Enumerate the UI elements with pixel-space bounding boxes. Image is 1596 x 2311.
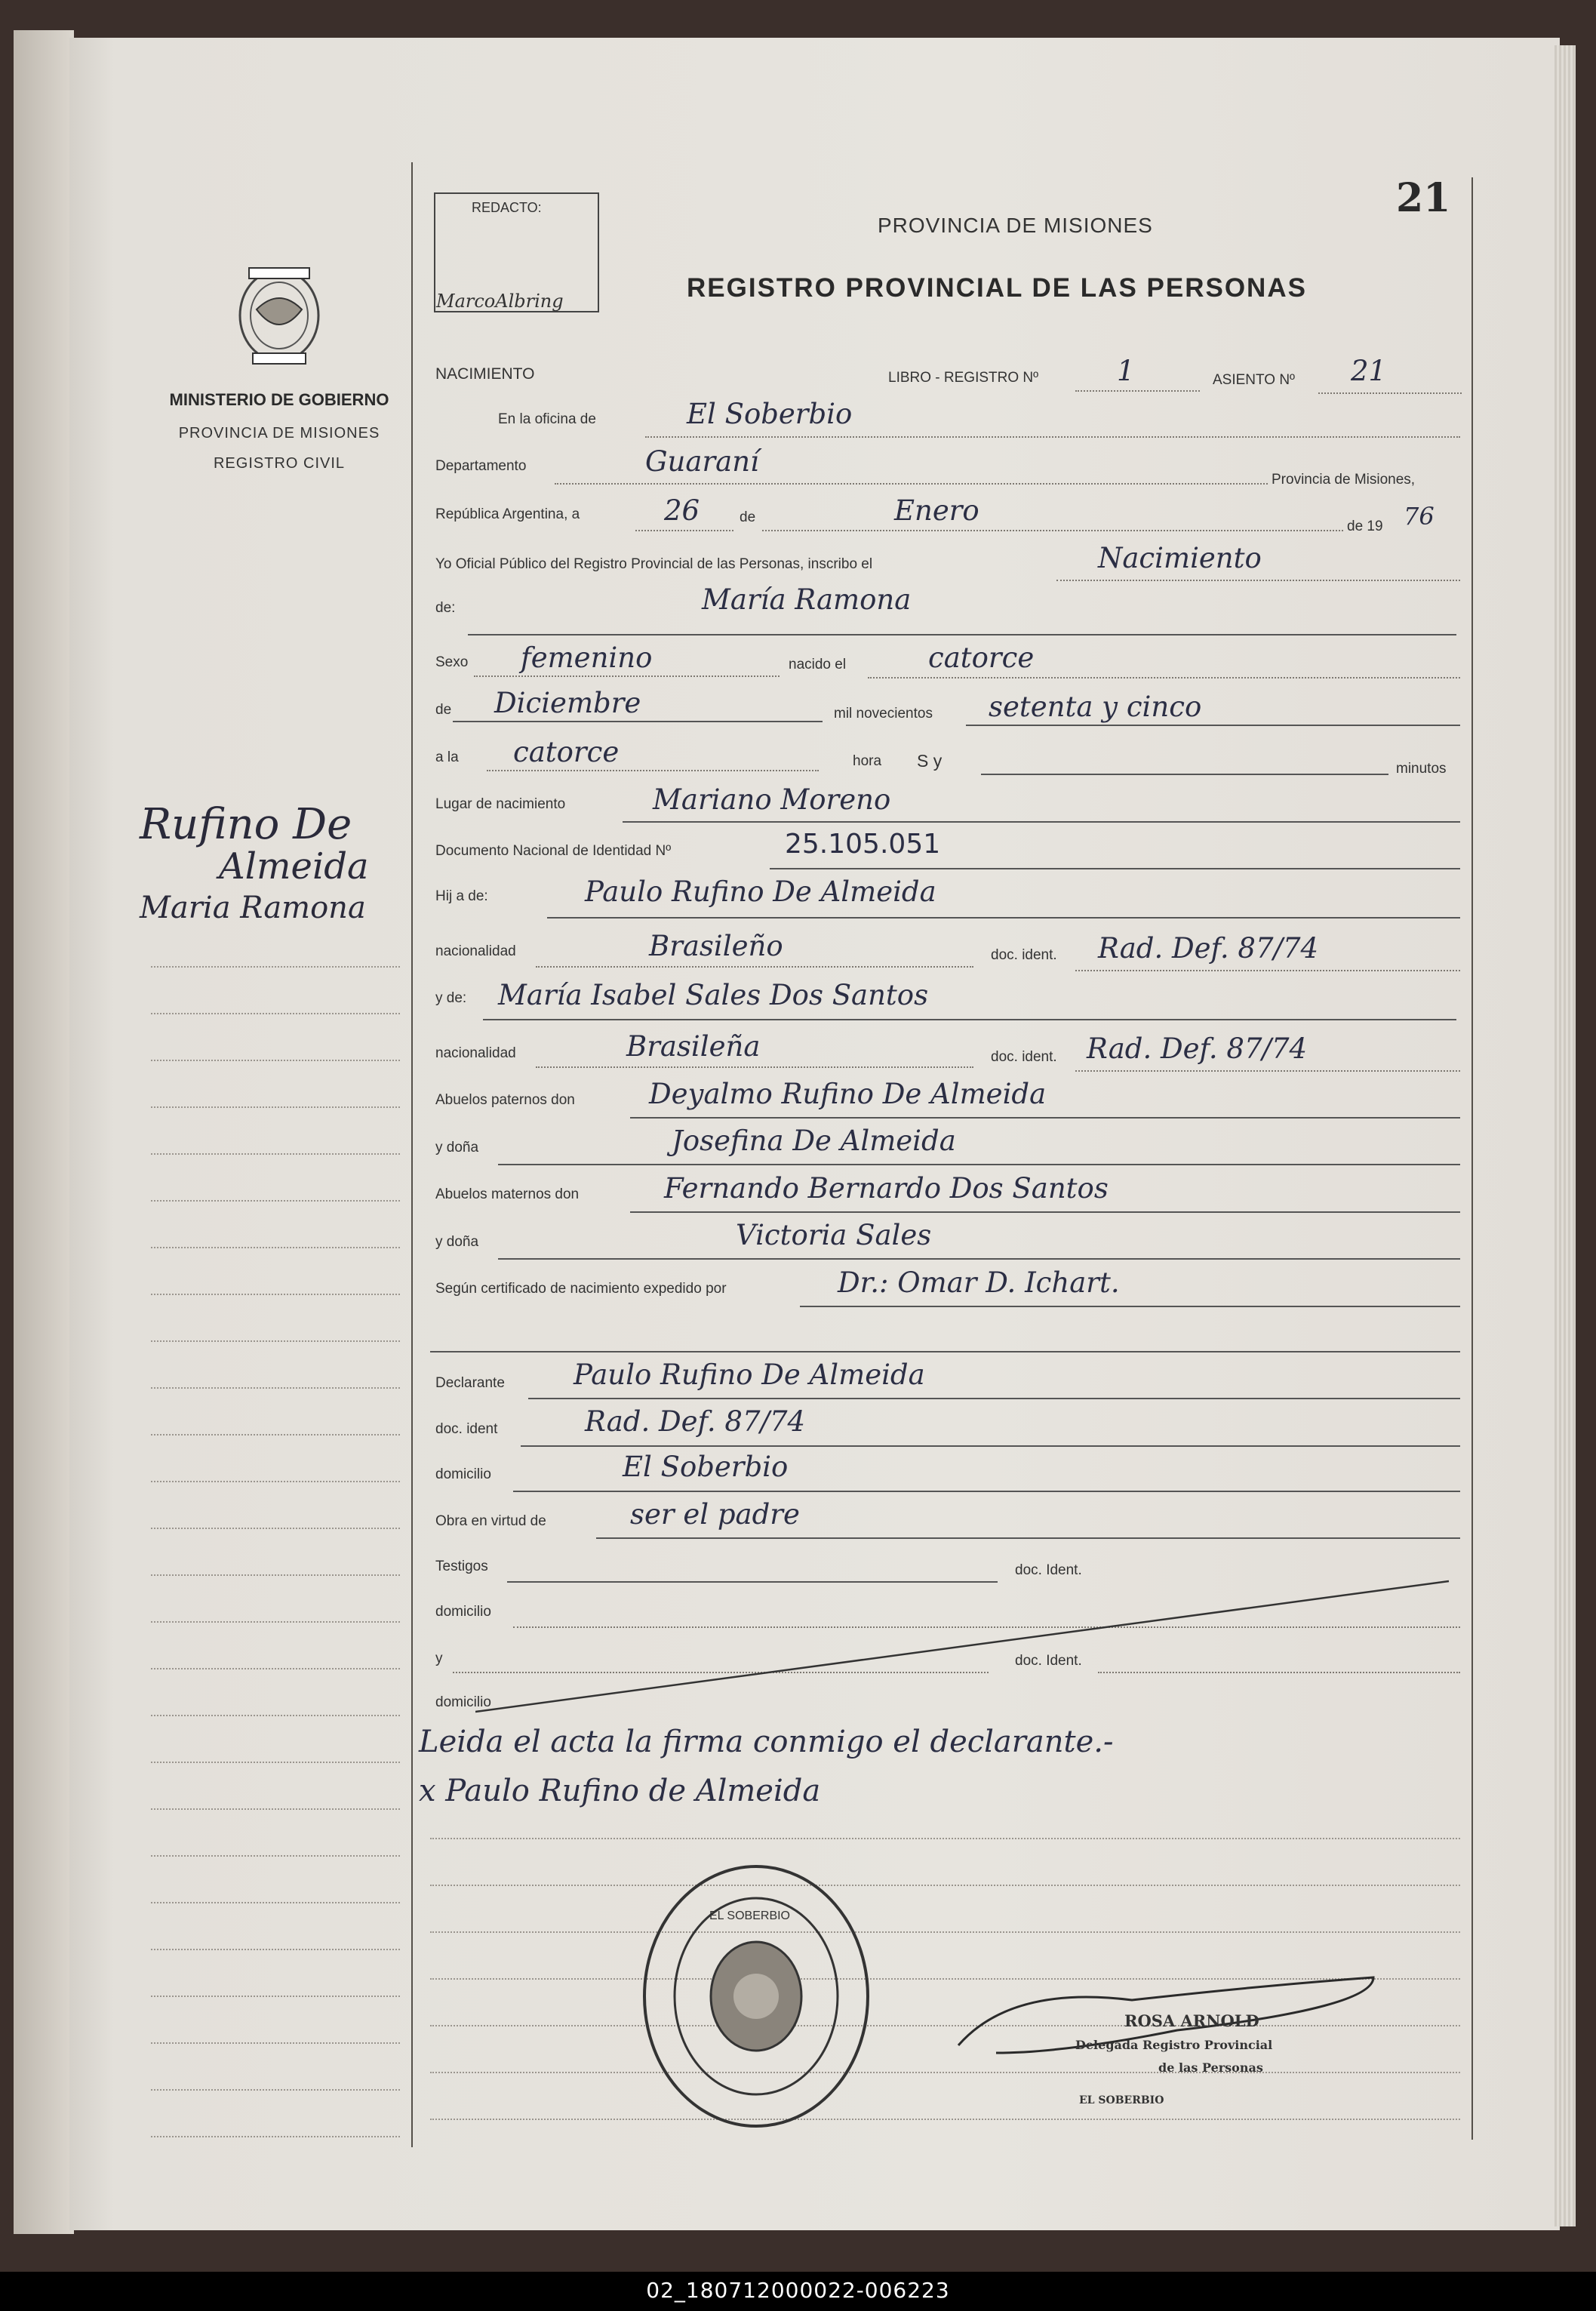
doc-ident-testigo1-label: doc. Ident. [1015,1562,1082,1578]
margin-rule [151,1106,400,1108]
margin-rule [151,1013,400,1014]
lower-rule [430,1885,1460,1886]
margin-rule [151,1996,400,1997]
margin-rule [151,1387,400,1389]
asiento-value: 21 [1351,355,1387,387]
departamento-label: Departamento [435,458,527,474]
libro-label: LIBRO - REGISTRO Nº [888,370,1039,386]
certificado-label: Según certificado de nacimiento expedido por [435,1281,727,1297]
lugar-label: Lugar de nacimiento [435,796,566,812]
madre-nacionalidad-value: Brasileña [626,1030,761,1063]
y-dona-paterna-label: y doña [435,1140,479,1156]
margin-rule [151,1902,400,1903]
delegate-signature [951,1955,1388,2106]
coat-of-arms-icon [226,257,332,370]
domicilio-testigo2-label: domicilio [435,1694,491,1710]
redacto-label: REDACTO: [472,200,542,215]
margin-rule [151,1528,400,1529]
margin-rule [151,1762,400,1763]
margin-rule [151,1153,400,1155]
madre-value: María Isabel Sales Dos Santos [498,979,929,1011]
left-page-edge [14,30,74,2234]
doc-ident-declarante-label: doc. ident [435,1421,498,1437]
margin-rule [151,1060,400,1061]
sexo-label: Sexo [435,654,469,670]
right-border [1471,177,1473,2140]
oficina-label: En la oficina de [498,411,596,427]
nacionalidad-padre-label: nacionalidad [435,943,516,959]
certificado-value: Dr.: Omar D. Ichart. [838,1266,1120,1299]
republica-label: República Argentina, a [435,506,580,522]
declarante-label: Declarante [435,1375,505,1391]
delegate-title-1: Delegada Registro Provincial [1075,2038,1273,2052]
margin-note-line2: Almeida [219,845,369,888]
libro-value: 1 [1117,355,1135,387]
doc-ident-testigo2-label: doc. Ident. [1015,1653,1082,1669]
y-de-label: y de: [435,990,467,1006]
nombre-value: María Ramona [702,583,912,616]
lower-rule [430,2119,1460,2120]
margin-rule [151,2136,400,2137]
margin-rule [151,1340,400,1342]
margin-rule [151,1808,400,1810]
registry-subtitle: REGISTRO CIVIL [213,455,346,472]
anio-label: de 19 [1347,519,1383,534]
margin-rule [151,1621,400,1623]
domicilio-testigo1-label: domicilio [435,1604,491,1620]
anio-value: 76 [1404,502,1435,531]
declarante-value: Paulo Rufino De Almeida [574,1359,925,1391]
lower-rule [430,1931,1460,1933]
hija-label: Hij a de: [435,888,488,904]
de-mes-label: de [435,702,452,718]
asiento-label: ASIENTO Nº [1213,372,1295,388]
province-title: PROVINCIA DE MISIONES [878,214,1153,237]
hora-separator: S y [917,751,943,771]
delegate-name: ROSA ARNOLD [1124,2011,1259,2030]
lower-rule [430,1838,1460,1839]
margin-rule [151,1574,400,1576]
margin-rule [151,2042,400,2044]
strike-through-line [475,1577,1456,1713]
de-label: de [740,509,756,525]
page-number: 21 [1396,175,1451,221]
margin-rule [151,1200,400,1202]
nacido-value: catorce [928,642,1035,674]
y-testigo2-label: y [435,1651,443,1666]
dia-value: 26 [664,494,700,527]
file-id: 02_180712000022-006223 [646,2278,950,2303]
stamp-inner-text: EL SOBERBIO [709,1909,790,1922]
padre-nacionalidad-value: Brasileño [649,930,783,962]
madre-doc-value: Rad. Def. 87/74 [1087,1032,1308,1065]
closing-line-1: Leida el acta la firma conmigo el declarante.- [419,1725,1114,1759]
abuelo-paterno-value: Deyalmo Rufino De Almeida [649,1078,1047,1110]
abuelos-maternos-label: Abuelos maternos don [435,1186,580,1202]
minutos-label: minutos [1396,761,1447,777]
margin-rule [151,1949,400,1950]
dni-value: 25.105.051 [785,829,941,860]
margin-rule [151,1668,400,1669]
margin-rule [151,966,400,968]
margin-rule [151,2089,400,2091]
record-type-label: NACIMIENTO [435,365,535,383]
lugar-value: Mariano Moreno [653,783,891,816]
hora-value: catorce [513,736,620,768]
mil-novecientos-label: mil novecientos [834,706,933,722]
nacionalidad-madre-label: nacionalidad [435,1045,516,1061]
margin-rule [151,1481,400,1482]
hora-label: hora [853,753,882,769]
sexo-value: femenino [521,642,653,674]
inscribo-value: Nacimiento [1098,542,1262,574]
dni-label: Documento Nacional de Identidad Nº [435,843,672,859]
redacto-signature: MarcoAlbring [436,291,564,312]
provincia-label: Provincia de Misiones, [1272,472,1416,488]
abuelo-materno-value: Fernando Bernardo Dos Santos [664,1172,1109,1205]
ministry-title: MINISTERIO DE GOBIERNO [169,390,389,409]
margin-rule [151,1294,400,1295]
yo-oficial-label: Yo Oficial Público del Registro Provincial de las Personas, inscribo el [435,556,873,572]
closing-line-2: x Paulo Rufino de Almeida [419,1774,821,1808]
margin-rule [151,1247,400,1248]
padre-doc-value: Rad. Def. 87/74 [1098,932,1319,965]
doc-ident-padre-label: doc. ident. [991,947,1057,963]
abuela-paterna-value: Josefina De Almeida [672,1125,956,1157]
domicilio-value: El Soberbio [623,1451,789,1483]
mes-nacimiento-value: Diciembre [494,687,641,719]
margin-note-line1: Rufino De [140,800,352,849]
declarante-doc-value: Rad. Def. 87/74 [585,1405,806,1438]
de-name-label: de: [435,600,456,616]
margin-rule [151,1434,400,1436]
abuelos-paternos-label: Abuelos paternos don [435,1092,575,1108]
registry-title: REGISTRO PROVINCIAL DE LAS PERSONAS [687,273,1307,303]
official-seal-stamp [641,1864,872,2128]
nacido-label: nacido el [789,657,847,672]
margin-rule [151,1855,400,1857]
domicilio-label: domicilio [435,1466,491,1482]
delegate-title-2: de las Personas [1158,2060,1263,2075]
padre-value: Paulo Rufino De Almeida [585,875,936,908]
anio-nacimiento-value: setenta y cinco [989,691,1202,723]
obra-value: ser el padre [630,1498,800,1531]
departamento-value: Guaraní [645,445,759,478]
delegate-title-3: EL SOBERBIO [1079,2094,1164,2106]
obra-label: Obra en virtud de [435,1513,546,1529]
doc-ident-madre-label: doc. ident. [991,1049,1057,1065]
abuela-materna-value: Victoria Sales [736,1219,932,1251]
a-la-label: a la [435,749,459,765]
mes-value: Enero [894,494,979,527]
testigos-label: Testigos [435,1559,488,1574]
page-stack-edge [1554,45,1576,2226]
oficina-value: El Soberbio [687,398,853,430]
y-dona-materna-label: y doña [435,1234,479,1250]
margin-note-line3: Maria Ramona [140,891,366,925]
province-subtitle: PROVINCIA DE MISIONES [178,425,380,442]
margin-rule [151,1715,400,1716]
